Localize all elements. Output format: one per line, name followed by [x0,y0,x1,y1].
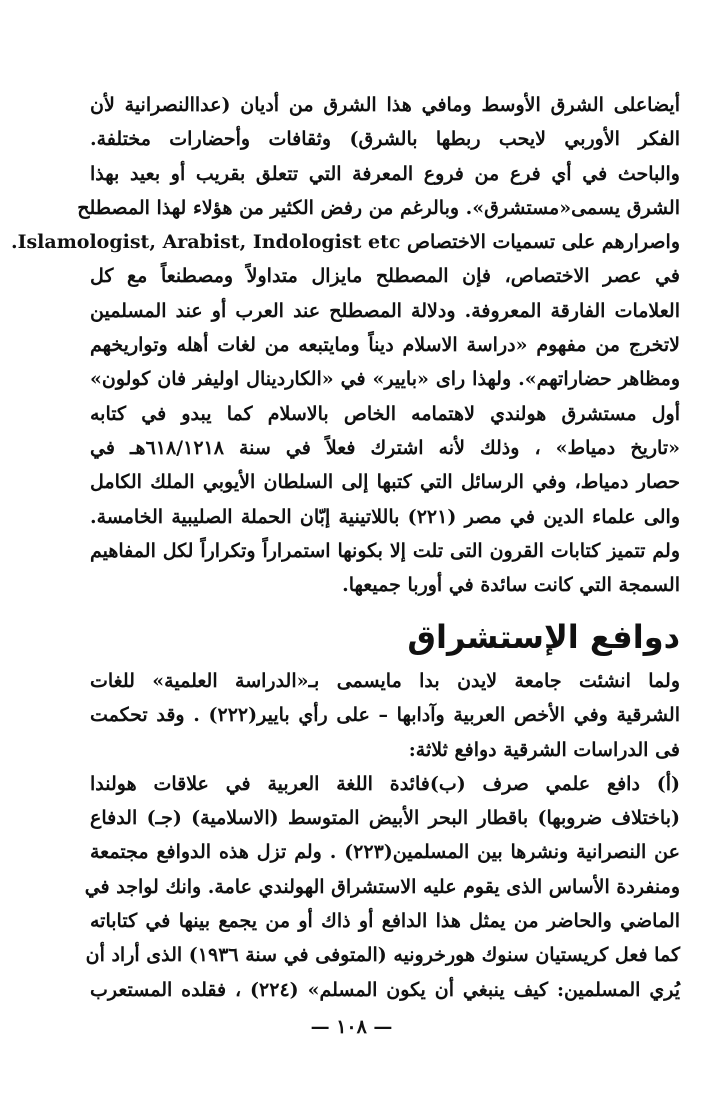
text-line: (أ) دافع علمي صرف (ب)فائدة اللغة العربية في علاقات هولندا [90,772,680,795]
text-line: في عصر الاختصاص، فإن المصطلح مايزال متداولاً ومصطنعاً مع كل [90,265,680,288]
text-line: كما فعل كريستيان سنوك هورخرونيه (المتوفى في سنة ١٩٣٦) الذى أراد أن [85,944,680,967]
text-line: ومنفردة الأساس الذى يقوم عليه الاستشراق الهولندي عامة. وانك لواجد في [84,875,680,898]
text-line: والى علماء الدين في مصر (٢٢١) باللاتينية إبّان الحملة الصليبية الخامسة. [90,505,680,528]
text-line: الشرقية وفي الأخص العربية وآدابها – على رأي بايير(٢٢٢) . وقد تحكمت [90,704,680,727]
text-line: «تاريخ دمياط» ، وذلك لأنه اشترك فعلاً في سنة ٦١٨/١٢١٨هـ في [90,436,680,459]
document-page [10,88,680,1088]
text-line: الماضي والحاضر من يمثل هذا الدافع أو ذاك أو من يجمع بينها في كتاباته [90,910,680,933]
text-line: (باختلاف ضروبها) باقطار البحر الأبيض المتوسط (الاسلامية) (جـ) الدفاع [90,807,680,830]
text-line: العلامات الفارقة المعروفة. ودلالة المصطلح عند العرب أو عند المسلمين [90,299,680,322]
text-line: عن النصرانية ونشرها بين المسلمين(٢٢٣) . ولم تزل هذه الدوافع مجتمعة [90,841,680,864]
text-line: لاتخرج من مفهوم «دراسة الاسلام ديناً ومايتبعه من لغات أهله وتواريخهم [90,334,680,357]
text-line: واصرارهم على تسميات الاختصاص Islamologist, Arabist, Indologist etc. [10,231,680,254]
paragraph-intro [10,88,680,602]
text-line: ومظاهر حضاراتهم». ولهذا راى «بايير» في «الكاردينال اوليفر فان كولون» [90,368,680,391]
text-line: الفكر الأوربي لايحب ربطها بالشرق) وثقافات وأحضارات مختلفة. [90,128,680,151]
text-line: السمجة التي كانت سائدة في أوربا جميعها. [342,574,680,597]
text-line: فى الدراسات الشرقية دوافع ثلاثة: [408,738,680,761]
text-line: حصار دمياط، وفي الرسائل التي كتبها إلى السلطان الأيوبي الملك الكامل [90,471,680,494]
text-line: ولم تتميز كتابات القرون التى تلت إلا بكونها استمراراً وتكراراً لكل المفاهيم [90,539,680,562]
text-line: الشرق يسمى«مستشرق». وبالرغم من رفض الكثير من هؤلاء لهذا المصطلح [77,196,680,219]
page-number: — ١٠٨ — [310,1016,393,1038]
text-line: ولما انشئت جامعة لايدن بدا مايسمى بـ«الدراسة العلمية» للغات [90,670,680,692]
text-line: يُري المسلمين: كيف ينبغي أن يكون المسلم» (٢٢٤) ، فقلده المستعرب [90,978,680,1001]
text-line: أيضاعلى الشرق الأوسط ومافي هذا الشرق من أديان (عداالنصرانية لأن [90,94,680,116]
section-heading: دوافع الإستشراق [407,618,680,656]
paragraph-motives [84,664,680,1007]
text-line: أول مستشرق هولندي لاهتمامه الخاص بالاسلام كما يبدو في كتابه [90,402,680,425]
text-line: والباحث في أي فرع من فروع المعرفة التي تتعلق بقريب أو بعيد بهذا [90,162,680,185]
